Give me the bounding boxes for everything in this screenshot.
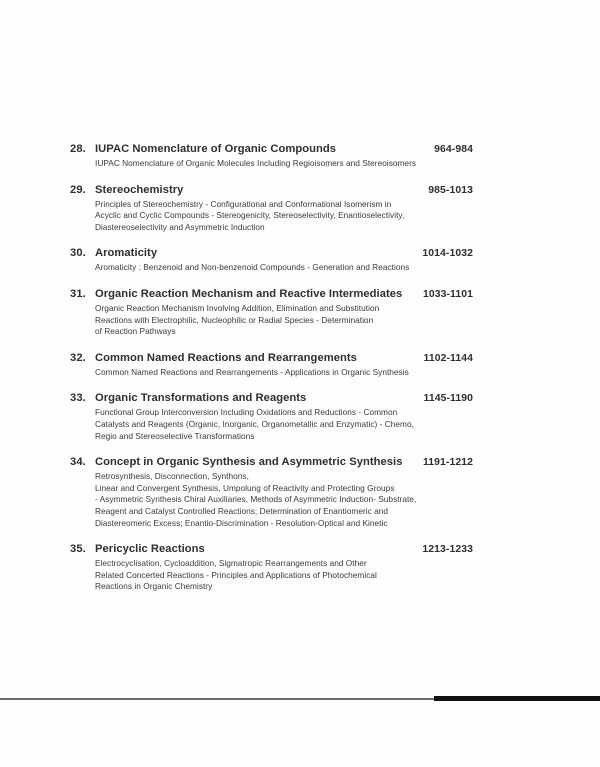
toc-entry-description-line: Reactions with Electrophilic, Nucleophilic or Radial Species - Determination: [95, 314, 374, 325]
toc-entry-number: 33.: [70, 392, 86, 405]
toc-entry-description-line: Retrosynthesis, Disconnection, Synthons,: [95, 471, 249, 482]
toc-entry-page-range: 1145-1190: [423, 393, 473, 405]
toc-entry-page-range: 1033-1101: [422, 288, 473, 300]
toc-entry-page-range: 1102-1144: [423, 352, 473, 364]
toc-entry-title[interactable]: IUPAC Nomenclature of Organic Compounds: [95, 143, 337, 155]
toc-entry-description-line: Related Concerted Reactions - Principles and Applications of Photochemical: [95, 569, 377, 580]
toc-entry-description: [95, 367, 441, 379]
toc-entry-title[interactable]: Concept in Organic Synthesis and Asymmetric Synthesis: [95, 456, 403, 469]
toc-entry-header: [70, 288, 473, 300]
toc-entry[interactable]: [70, 543, 473, 593]
toc-entry-description: [95, 407, 441, 442]
toc-entry-description-line: Linear and Convergent Synthesis, Umpolung of Reactivity and Protecting Groups: [95, 482, 395, 493]
toc-entry-title[interactable]: Aromaticity: [95, 247, 158, 260]
toc-entry-header: [70, 247, 473, 259]
toc-entry-description-line: of Reaction Pathways: [95, 326, 176, 337]
toc-entry-number: 35.: [70, 543, 86, 556]
toc-entry-description: [95, 558, 441, 593]
toc-entry-page-range: 964-984: [434, 144, 473, 155]
toc-entry-header: [70, 184, 473, 196]
toc-entry-description-line: Aromaticity : Benzenoid and Non-benzenoid Compounds - Generation and Reactions: [95, 262, 410, 273]
toc-entry[interactable]: [70, 184, 473, 234]
toc-entry-page-range: 1191-1212: [422, 457, 473, 469]
toc-entry-number: 29.: [70, 183, 86, 196]
toc-entry-header: [70, 143, 473, 155]
toc-entry[interactable]: [70, 143, 473, 170]
toc-entry-description-line: Electrocyclisation, Cycloaddition, Sigmatropic Rearrangements and Other: [95, 558, 367, 569]
toc-entry-description: [95, 158, 441, 170]
toc-entry-description: [95, 303, 441, 338]
toc-entry-description-line: Reagent and Catalyst Controlled Reactions; Determination of Enantiomeric and: [95, 505, 388, 516]
toc-entry[interactable]: [70, 456, 473, 529]
toc-entry-description-line: Organic Reaction Mechanism Involving Addition, Elimination and Substitution: [95, 302, 380, 313]
toc-entry-description: [95, 199, 441, 234]
table-of-contents-list: [70, 143, 473, 607]
toc-entry-description-line: Acyclic and Cyclic Compounds - Stereogenicity, Stereoselectivity, Enantioselectivity,: [95, 210, 405, 221]
toc-entry-number: 31.: [70, 287, 86, 300]
toc-entry-header: [70, 352, 473, 364]
toc-entry-header: [70, 543, 473, 555]
toc-entry-header: [70, 392, 473, 404]
toc-entry-description-line: Regio and Stereoselective Transformations: [95, 430, 255, 441]
toc-entry[interactable]: [70, 288, 473, 338]
toc-entry-title[interactable]: Organic Transformations and Reagents: [95, 392, 307, 405]
toc-entry-description-line: Principles of Stereochemistry - Configurational and Conformational Isomerism in: [95, 198, 392, 209]
toc-entry-description-line: - Asymmetric Synthesis Chiral Auxiliaries, Methods of Asymmetric Induction- Substrate,: [95, 494, 417, 505]
toc-entry[interactable]: [70, 247, 473, 274]
toc-entry-number: 32.: [70, 351, 86, 364]
toc-entry[interactable]: [70, 352, 473, 379]
toc-entry-page-range: 1014-1032: [422, 248, 473, 260]
toc-entry-page-range: 985-1013: [428, 184, 473, 196]
toc-entry-description-line: Reactions in Organic Chemistry: [95, 581, 213, 592]
toc-entry-description-line: Catalysts and Reagents (Organic, Inorganic, Organometallic and Enzymatic) - Chemo,: [95, 418, 414, 429]
toc-entry-description: [95, 262, 441, 274]
toc-entry-number: 28.: [70, 143, 86, 155]
toc-entry-description-line: IUPAC Nomenclature of Organic Molecules Including Regioisomers and Stereoisomers: [95, 158, 417, 168]
toc-entry-title[interactable]: Organic Reaction Mechanism and Reactive Intermediates: [95, 287, 403, 300]
toc-entry-title[interactable]: Common Named Reactions and Rearrangements: [95, 351, 357, 364]
toc-entry[interactable]: [70, 392, 473, 442]
toc-entry-description-line: Diastereoselectivity and Asymmetric Induction: [95, 221, 265, 232]
toc-entry-title[interactable]: Stereochemistry: [95, 183, 184, 196]
toc-entry-page-range: 1213-1233: [422, 544, 473, 556]
toc-entry-title[interactable]: Pericyclic Reactions: [95, 543, 205, 556]
toc-entry-description-line: Diastereomeric Excess; Enantio-Discrimination - Resolution-Optical and Kinetic: [95, 517, 388, 528]
toc-entry-description: [95, 471, 441, 529]
toc-entry-number: 34.: [70, 456, 86, 469]
toc-entry-number: 30.: [70, 247, 86, 260]
toc-entry-description-line: Common Named Reactions and Rearrangements - Applications in Organic Synthesis: [95, 366, 409, 377]
toc-entry-description-line: Functional Group Interconversion Including Oxidations and Reductions - Common: [95, 407, 398, 418]
toc-entry-header: [70, 456, 473, 468]
footer-black-bar: [434, 696, 600, 701]
